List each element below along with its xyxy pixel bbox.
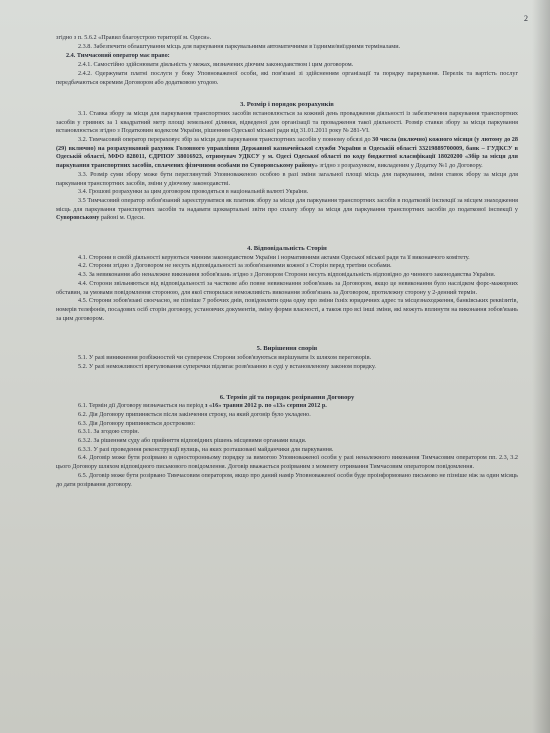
clause-3-2-bank-details: 30 числа (включно) кожного місяця (у лютому до 28 (29) включно) на розрахунковий рахунок Головного управління Державної казначейської служби України в Одеській області 33219889700009, банк – ГУДКСУ в Одеській області, МФО 828011, ЄДРПОУ 38016923, отримувач УДКСУ у м. Одесі Одеської області по коду бюджетної класифікації 18020200 «Збір за місця для паркування транспортних засобів, сплачених фізичними особами по Суворовському району»: [56, 136, 518, 170]
section-2-4-heading: 2.4. Тимчасовий оператор має право:: [66, 52, 170, 60]
section-3-heading: 3. Розмір і порядок розрахунків: [240, 101, 334, 109]
clause-3-5: [56, 197, 518, 223]
clause-6-1-period: з «16» травня 2012 р. по «13» серпня 2012 р.: [204, 402, 327, 410]
clause-4-4: 4.4. Сторони звільняються від відповідальності за часткове або повне невиконання зобов'язань за Договором, якщо це невиконання було наслідком форс-мажорних обставин, за умовами повідомлення стороною, для якої створилася неможливість виконання зобов'язань за Договором, протилежну сторону у 2-денний термін.: [56, 279, 518, 296]
clause-4-5: 4.5. Сторони зобов'язані своєчасно, не пізніше 7 робочих днів, повідомляти одна одну про зміни їхніх юридичних адрес та місцезнаходження, банківських реквізитів, номерів телефонів, посадових осіб сторін договору, установчих документів, зміну форми власності, а також про всі інші зміни, які можуть вплинути на виконання зобов'язань за цим договором.: [56, 297, 518, 322]
clause-5-2: 5.2. У разі неможливості врегулювання суперечки підлягає розв'язанню в суді у встановленому законом порядку.: [78, 362, 376, 370]
clause-2-4-2: 2.4.2. Одержувати платні послуги у боку Уповноваженої особи, які пов'язані зі здійсненням організації та порядку паркування. Перелік та вартість послуг передбачаються окремим Договором або додатковою угодою.: [56, 69, 518, 86]
clause-3-5-district: Суворовському: [56, 214, 100, 222]
clause-3-4: 3.4. Грошові розрахунки за цим договором проводяться в національній валюті України.: [78, 188, 309, 196]
clause-6-3-1: 6.3.1. За згодою сторін.: [78, 428, 140, 436]
clause-6-5: 6.5. Договір може бути розірвано Тимчасовим оператором, якщо про даний намір Уповноваженої особи буде проінформовано письмово не пізніше ніж за один місяць до дати розірвання договору.: [56, 471, 518, 488]
clause-6-2: 6.2. Дія Договору припиняється після закінчення строку, на який договір було укладено.: [78, 410, 311, 418]
clause-3-3: 3.3. Розмір суми збору може бути переглянутий Уповноваженою особою в разі зміни загальної площі місць для паркування, зміни ставок збору за місця для паркування транспортних засобів, зміни у діючому законодавстві.: [56, 170, 518, 187]
section-4-heading: 4. Відповідальність Сторін: [247, 245, 327, 253]
page-number: 2: [524, 14, 528, 23]
clause-5-1: 5.1. У разі виникнення розбіжностей чи суперечок Сторони зобов'язуються вирішувати їх шляхом переговорів.: [78, 354, 372, 362]
clause-4-2: 4.2. Сторони згідно з Договором не несуть відповідальності за зобов'язаннями кожної з Сторін перед третіми особами.: [78, 262, 392, 270]
clause-6-1-a: 6.1. Термін дії Договору визначається на період: [78, 402, 204, 410]
clause-6-1: [56, 402, 518, 411]
section-6-heading: 6. Термін дії та порядок розірвання Договору: [219, 393, 355, 401]
clause-3-2-c: згідно з розрахунком, викладеним у Додатку №1 до Договору.: [319, 162, 483, 170]
clause-3-2: [56, 136, 518, 171]
clause-3-5-a: 3.5 Тимчасовий оператор зобов'язаний зареєструватися як платник збору за місця для паркування транспортних засобів в податковій інспекції за місцем знаходження місць для паркування транспортних засобів та надавати щоквартальні звіти про сплату збору за місця для паркування транспортних засобів до податкової інспекції у: [56, 196, 518, 213]
section-5-heading: 5. Вирішення спорів: [256, 345, 318, 353]
clause-3-5-c: районі м. Одеси.: [100, 214, 145, 222]
document-body: [56, 34, 518, 489]
page-edge-shadow: [532, 0, 550, 733]
clause-4-1: 4.1. Сторони в своїй діяльності керуються чинним законодавством України і нормативними актами Одеської міської ради та її виконавчого комітету.: [78, 253, 470, 261]
clause-4-3: 4.3. За невиконання або неналежне виконання зобов'язань згідно з Договором Сторони несуть відповідальність відповідно до чинного законодавства України.: [78, 271, 496, 279]
clause-6-3: 6.3. Дія Договору припиняється достроково:: [78, 419, 195, 427]
clause-6-3-2: 6.3.2. За рішенням суду або прийняття відповідних рішень місцевими органами влади.: [78, 437, 307, 445]
clause-3-2-a: 3.2. Тимчасовий оператор перераховує збір за місця для паркування транспортних засобів у повному обсязі до: [78, 136, 371, 144]
clause-6-3-3: 6.3.3. У разі проведення реконструкції вулиць, на яких розташовані майданчики для паркування.: [78, 445, 334, 453]
top-line: згідно з п. 5.6.2 «Правил благоустрою території м. Одеси».: [56, 34, 212, 41]
clause-3-1: 3.1. Ставка збору за місця для паркування транспортних засобів встановлюється за кожний день провадження діяльності із забезпечення паркування транспортних засобів у гривнях за 1 квадратний метр площі земельної ділянки, відведеної для організації та провадження такої діяльності. Розмір ставки збору за місця паркування встановлюється згідно з Податковим кодексом України, рішенням Одеської міської ради від 31.01.2011 року № 281-VI.: [56, 109, 518, 135]
clause-2-4-1: 2.4.1. Самостійно здійснювати діяльність у межах, визначених діючим законодавством і цим договором.: [78, 61, 354, 69]
clause-6-4: 6.4. Договір може бути розірвано в односторонньому порядку за вимогою Уповноваженої особи у разі неналежного виконання Тимчасовим оператором пп. 2.3, 3.2 цього Договору шляхом відповідного письмового повідомлення. Договір вважається розірваним з моменту отримання Тимчасовим оператором повідомлення.: [56, 454, 518, 471]
clause-2-3-8: 2.3.8. Забезпечити облаштування місць для паркування паркувальними автоматичними в їздними/виїздними терміналами.: [78, 42, 401, 50]
